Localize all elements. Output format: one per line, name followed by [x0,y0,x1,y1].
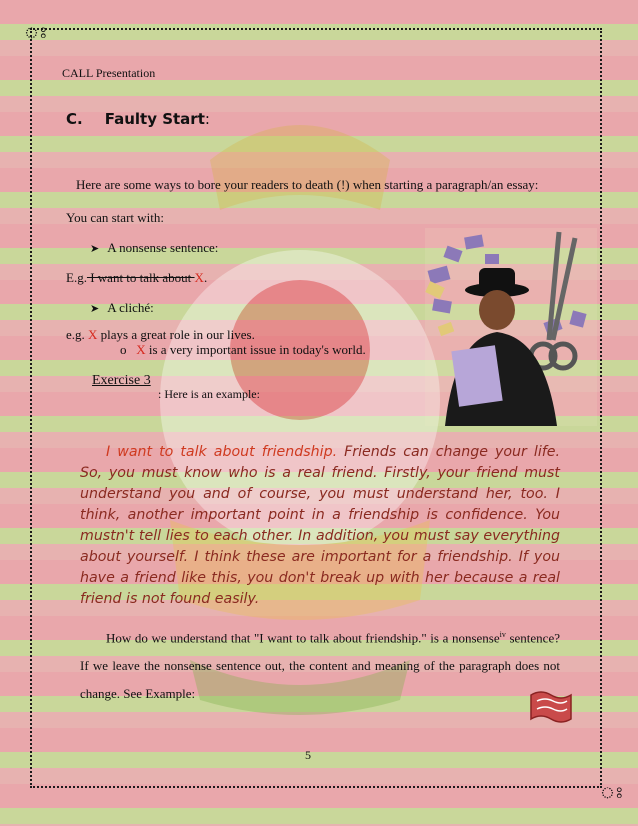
footnote-marker: iv [499,630,506,639]
bullet-nonsense-label: A nonsense sentence: [107,240,219,255]
page-number: 5 [305,748,311,762]
example-cliche-2-x: X [136,342,146,357]
intro-text: Here are some ways to bore your readers to death (!) when starting a paragraph/an essay: [76,177,539,192]
section-title-text: Faulty Start [104,110,205,128]
example-cliche [66,327,255,343]
section-letter: C. [66,110,83,128]
example-struck-text: I want to talk about [86,270,195,285]
bullet-cliche [90,300,154,316]
scroll-banner-icon [527,687,575,727]
paragraph-first-sentence: I want to talk about friendship. [106,444,338,460]
exercise-label: Exercise 3 [92,373,151,388]
example-cliche-2-suffix: is a very important issue in today's world. [145,342,366,357]
example-cliche-prefix: e.g. [66,327,89,342]
example-x: X [194,270,204,285]
example-cliche-x: X [88,327,98,342]
arrow-bullet-icon: ➤ [90,242,100,255]
example-cliche-suffix: plays a great role in our lives. [97,327,255,342]
body-text-2: sentence? If we leave the nonsense sentence out, the content and meaning of the paragraph does not change. See Example: [80,630,560,702]
example-paragraph [80,442,560,610]
paragraph-rest: Friends can change your life. So, you must know who is a real friend. Firstly, your friend must understand you and of course, you must understand her, too. I think, another important point in a friendship is confidence. You mustn't tell lies to each other. In addition, you must say everything about yourself. I think these are important for a friendship. If you have a friend like this, you don't break up with her because a real friend is not found easily. [80,444,560,607]
scissors-man-illustration [425,228,597,426]
exercise-tail: : Here is an example: [158,387,260,401]
bullet-nonsense [90,240,218,256]
document-header: CALL Presentation [62,66,156,80]
sub-bullet-marker: o [120,342,127,357]
example-cliche-2 [120,342,366,358]
example-suffix: . [203,270,208,285]
section-title [66,110,210,128]
body-text-1: How do we understand that "I want to talk about friendship." is a nonsense [106,630,500,646]
example-nonsense [66,270,207,286]
start-with-text: You can start with: [66,210,164,225]
section-colon: : [204,110,210,128]
corner-decoration-top: ঃ [24,25,48,42]
arrow-bullet-icon: ➤ [90,302,100,315]
body-text [80,621,560,708]
bullet-cliche-label: A cliché: [107,300,154,315]
example-prefix: E.g. [66,270,87,285]
corner-decoration-bottom: ঃ [600,785,624,802]
